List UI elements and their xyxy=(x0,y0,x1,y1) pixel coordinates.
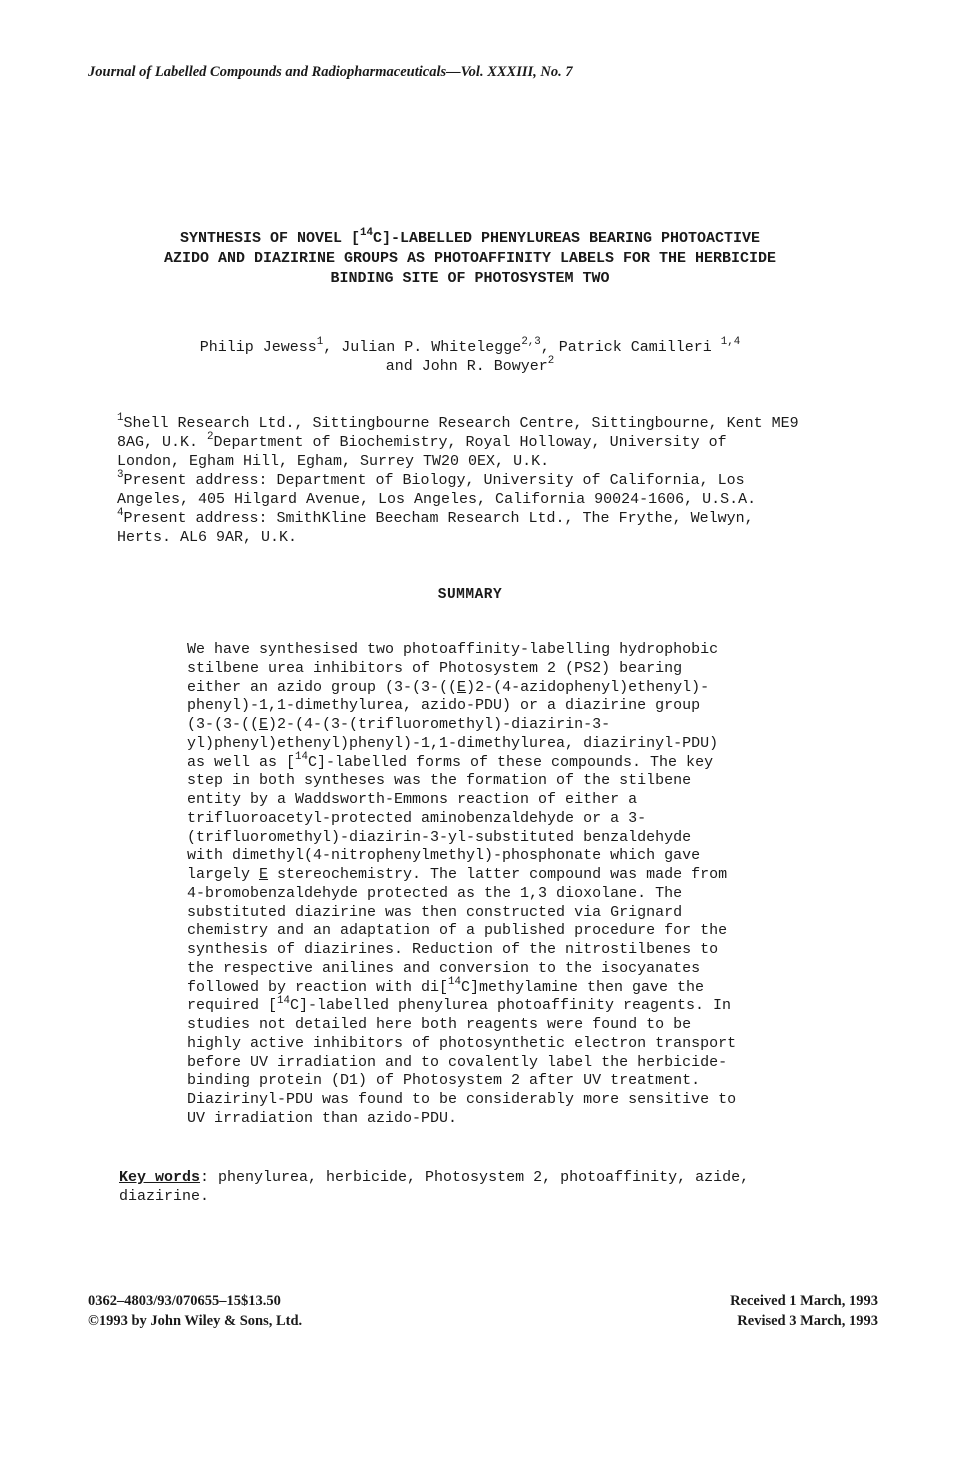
journal-header: Journal of Labelled Compounds and Radiopharmaceuticals—Vol. XXXIII, No. 7 xyxy=(88,64,573,80)
title-line-2: AZIDO AND DIAZIRINE GROUPS AS PHOTOAFFINITY LABELS FOR THE HERBICIDE xyxy=(163,250,777,267)
summary-heading: SUMMARY xyxy=(437,587,503,603)
keywords xyxy=(119,1168,749,1206)
abstract-line: with dimethyl(4-nitrophenylmethyl)-phosphonate which gave xyxy=(187,847,701,865)
footer-right xyxy=(730,1291,878,1331)
abstract-line: required [$^{14}$C]-labelled phenylurea photoaffinity reagents. In xyxy=(187,994,732,1015)
authors-line-2: and John R. Bowyer$^2$ xyxy=(385,355,555,375)
abstract-line: substituted diazirine was then constructed via Grignard xyxy=(187,903,683,921)
abstract-line: as well as [$^{14}$C]-labelled forms of these compounds. The key xyxy=(187,750,714,771)
affiliation-line: $^3$Present address: Department of Biology, University of California, Los xyxy=(117,469,745,489)
affiliations xyxy=(117,414,799,547)
copyright: ©1993 by John Wiley & Sons, Ltd. xyxy=(88,1313,303,1329)
abstract-line: step in both syntheses was the formation of the stilbene xyxy=(187,772,692,790)
article-title xyxy=(100,229,840,289)
title-line-3: BINDING SITE OF PHOTOSYSTEM TWO xyxy=(330,270,610,287)
abstract-line: We have synthesised two photoaffinity-labelling hydrophobic xyxy=(187,641,719,658)
keywords-label: Key words xyxy=(119,1169,201,1186)
abstract-line: 4-bromobenzaldehyde protected as the 1,3 dioxolane. The xyxy=(187,884,683,902)
affiliation-line: London, Egham Hill, Egham, Surrey TW20 0EX, U.K. xyxy=(117,453,550,470)
abstract-line: (3-(3-((E)2-(4-(3-(trifluoromethyl)-diazirin-3- xyxy=(187,716,611,733)
keywords-line-2: diazirine. xyxy=(119,1188,210,1205)
abstract-line: Diazirinyl-PDU was found to be considerably more sensitive to xyxy=(187,1091,737,1108)
abstract-line: binding protein (D1) of Photosystem 2 after UV treatment. xyxy=(187,1072,701,1090)
footer-left xyxy=(88,1291,302,1331)
keywords-line-1: Key words: phenylurea, herbicide, Photosystem 2, photoaffinity, azide, xyxy=(119,1169,750,1186)
abstract-line: before UV irradiation and to covalently label the herbicide- xyxy=(187,1053,728,1071)
abstract-line: UV irradiation than azido-PDU. xyxy=(187,1109,458,1127)
abstract-line: largely E stereochemistry. The latter compound was made from xyxy=(187,866,728,883)
affiliation-line: $^1$Shell Research Ltd., Sittingbourne Research Centre, Sittingbourne, Kent ME9 xyxy=(117,412,799,432)
affiliation-line: $^4$Present address: SmithKline Beecham Research Ltd., The Frythe, Welwyn, xyxy=(117,507,754,527)
affiliation-line: Angeles, 405 Hilgard Avenue, Los Angeles, California 90024-1606, U.S.A. xyxy=(117,491,757,508)
affiliation-line: 8AG, U.K. $^2$Department of Biochemistry, Royal Holloway, University of xyxy=(117,431,727,451)
abstract-line: followed by reaction with di[$^{14}$C]methylamine then gave the xyxy=(187,975,705,996)
abstract-line: synthesis of diazirines. Reduction of the nitrostilbenes to xyxy=(187,941,719,958)
abstract-line: stilbene urea inhibitors of Photosystem 2 (PS2) bearing xyxy=(187,659,683,677)
abstract-line: highly active inhibitors of photosynthetic electron transport xyxy=(187,1034,737,1052)
abstract xyxy=(187,641,736,1129)
abstract-line: phenyl)-1,1-dimethylurea, azido-PDU) or a diazirine group xyxy=(187,697,701,715)
publication-code: 0362–4803/93/070655–15$13.50 xyxy=(88,1293,281,1309)
affiliation-line: Herts. AL6 9AR, U.K. xyxy=(117,529,298,546)
authors xyxy=(100,338,840,376)
abstract-line: studies not detailed here both reagents were found to be xyxy=(187,1016,692,1033)
revised-date: Revised 3 March, 1993 xyxy=(737,1313,878,1329)
abstract-line: trifluoroacetyl-protected aminobenzaldehyde or a 3- xyxy=(187,809,647,827)
abstract-line: chemistry and an adaptation of a published procedure for the xyxy=(187,922,728,940)
abstract-line: either an azido group (3-(3-((E)2-(4-azidophenyl)ethenyl)- xyxy=(187,678,710,696)
abstract-line: (trifluoromethyl)-diazirin-3-yl-substituted benzaldehyde xyxy=(187,828,692,846)
authors-line-1: Philip Jewess$^1$, Julian P. Whitelegge$^{2,3}$, Patrick Camilleri $^{1,4}$ xyxy=(199,336,741,356)
abstract-line: entity by a Waddsworth-Emmons reaction of either a xyxy=(187,791,638,808)
title-line-1: SYNTHESIS OF NOVEL [$^{14}$C]-LABELLED PHENYLUREAS BEARING PHOTOACTIVE xyxy=(179,227,761,247)
abstract-line: yl)phenyl)ethenyl)phenyl)-1,1-dimethylurea, diazirinyl-PDU) xyxy=(187,734,719,752)
abstract-line: the respective anilines and conversion to the isocyanates xyxy=(187,959,701,977)
received-date: Received 1 March, 1993 xyxy=(730,1293,878,1309)
